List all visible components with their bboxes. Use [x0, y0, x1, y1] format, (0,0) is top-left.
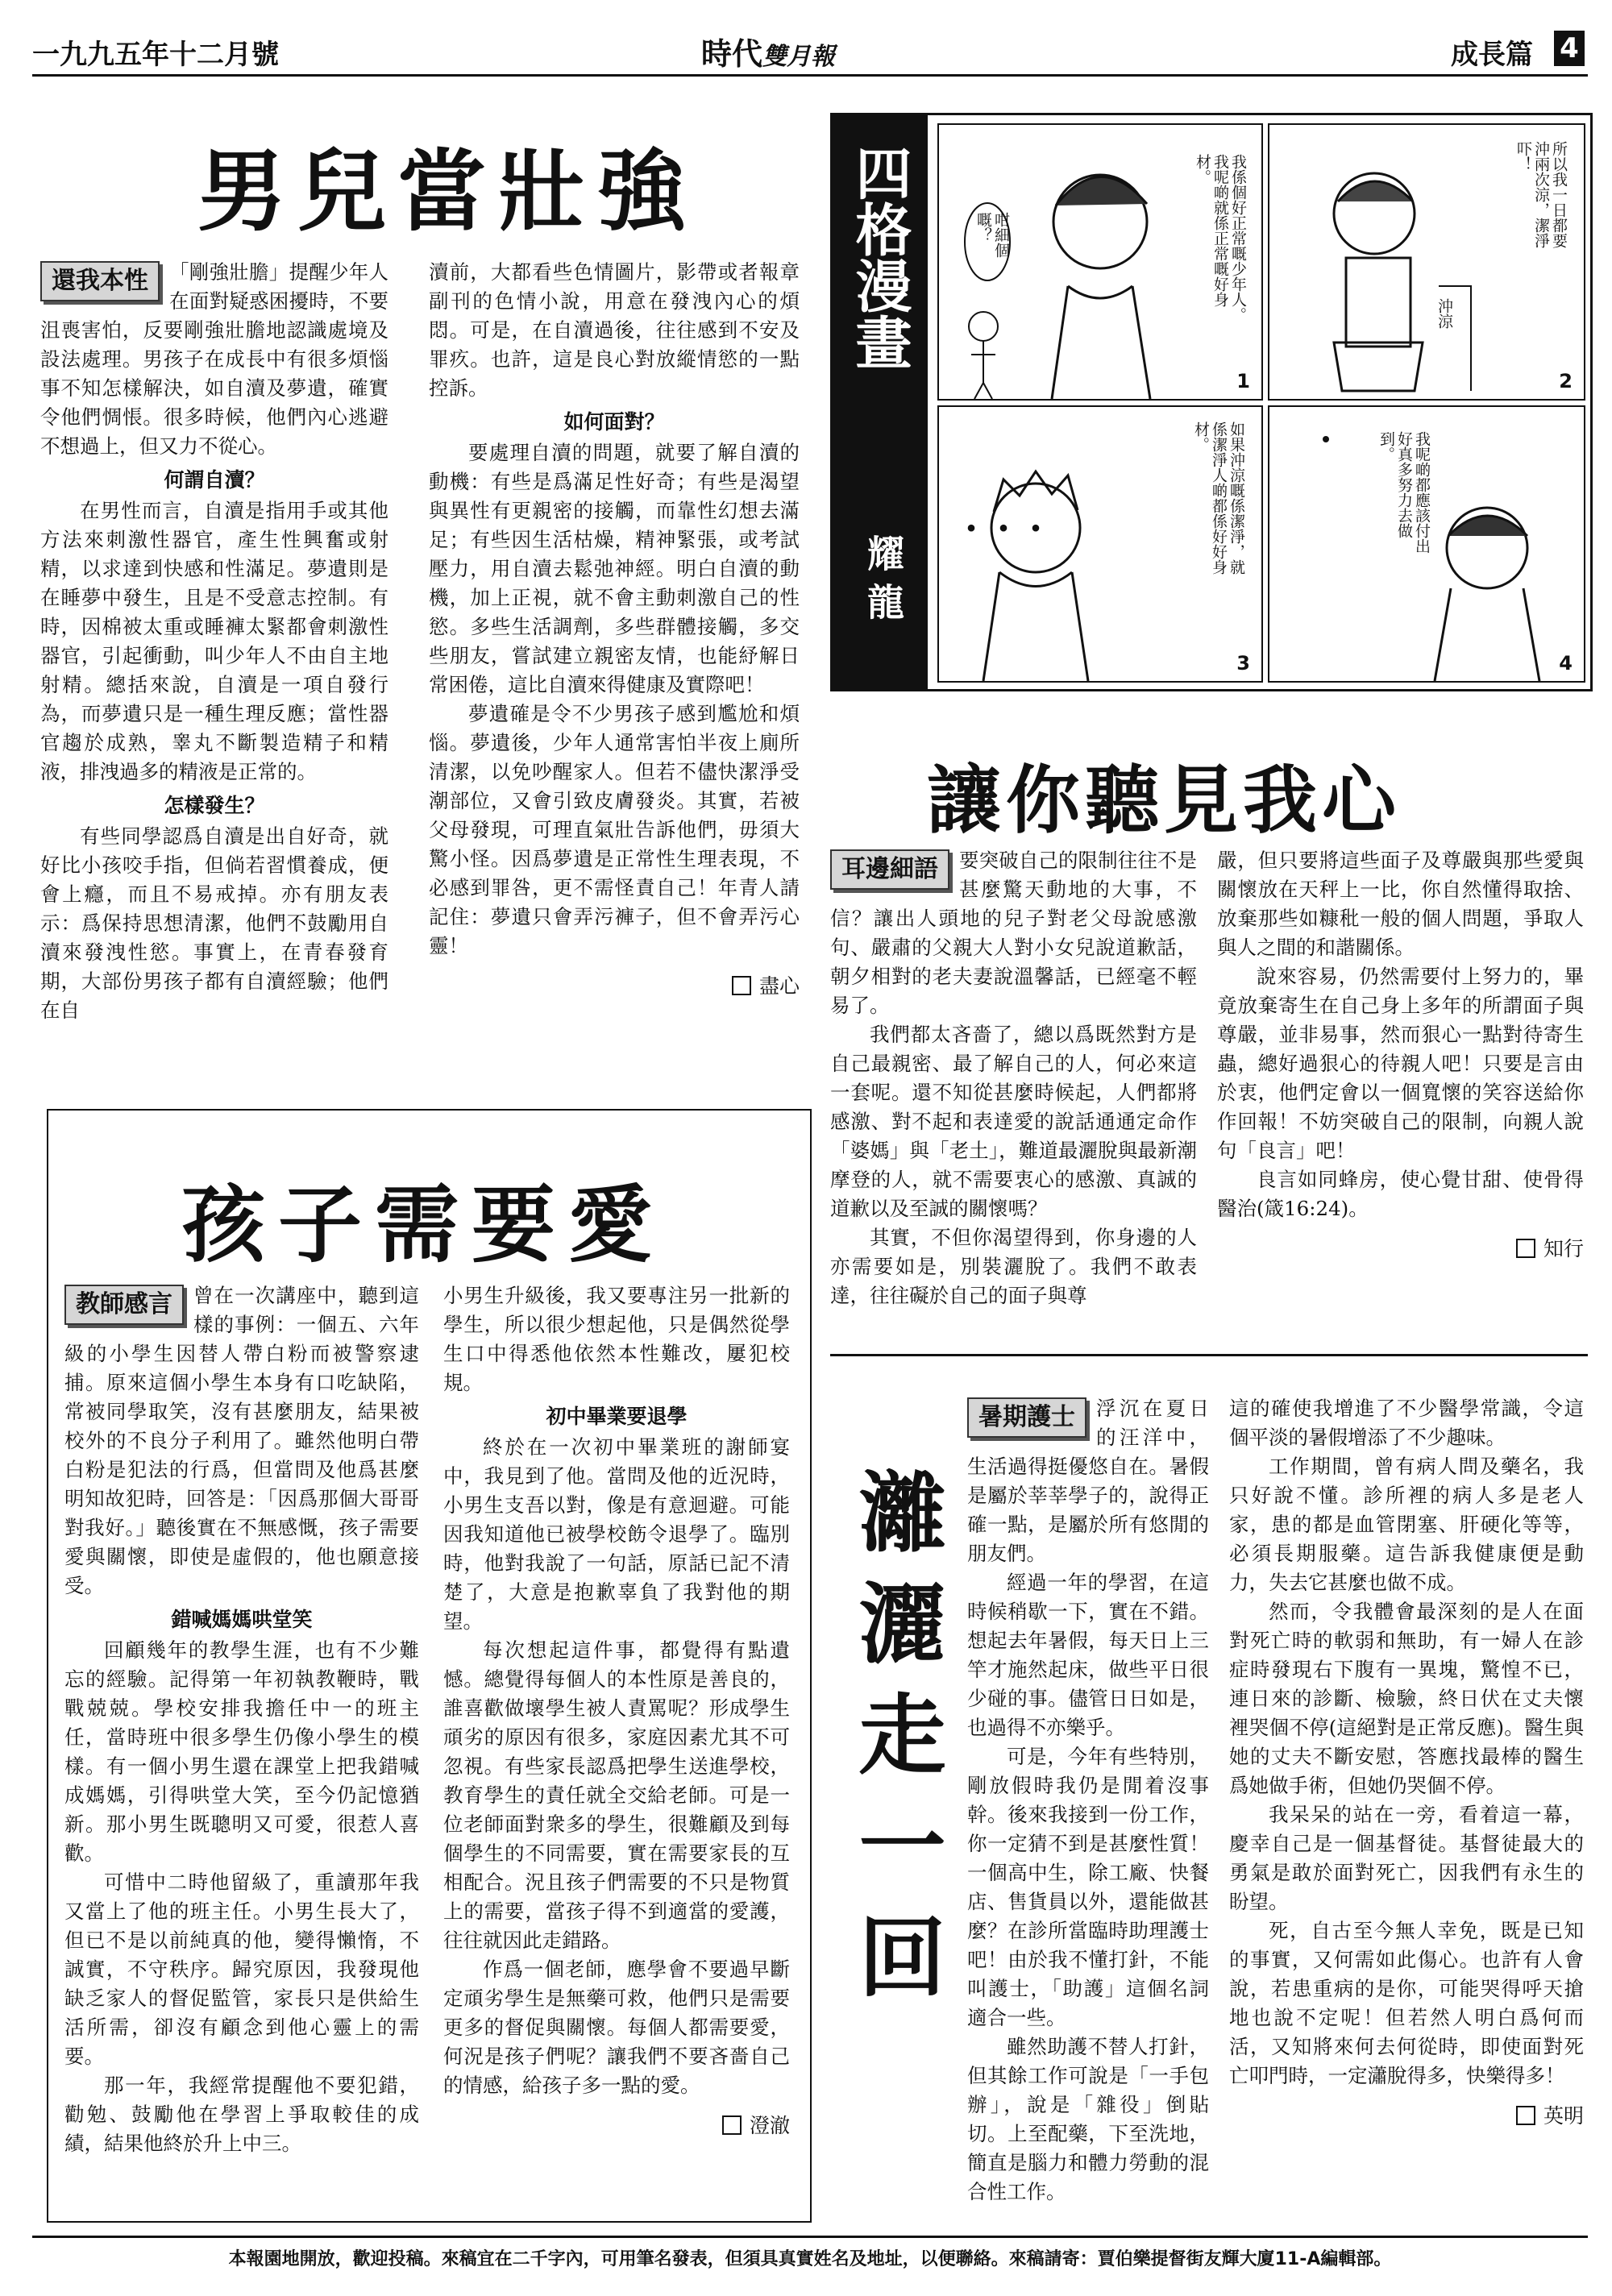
article1-tag: 還我本性	[40, 261, 160, 301]
panel-number: 1	[1236, 370, 1250, 392]
comic-sidebar	[833, 115, 928, 689]
article4-para: 浮沉在夏日的汪洋中，生活過得挺優悠自在。暑假是屬於莘莘學子的，說得正確一點，是屬於所有悠閒的朋友們。	[967, 1397, 1209, 1565]
page-number-badge: 4	[1554, 31, 1585, 66]
article2-signature	[1217, 1235, 1584, 1264]
article1-para: 在男性而言，自瀆是指用手或其他方法來刺激性器官，產生性興奮或射精，以求達到快感和性滿足。夢遺則是在睡夢中發生，且是不受意志控制。有時，因棉被太重或睡褲太緊都會刺激性器官，引起衝動，叫少年人不由自主地射精。總括來說，自瀆是一項自發行為，而夢遺只是一種生理反應；當性器官趨於成熟，睾丸不斷製造精子和精液，排洩過多的精液是正常的。	[40, 499, 388, 783]
article1-column-2	[429, 258, 800, 1001]
article4-column-1	[967, 1394, 1209, 2207]
article3-para: 每次想起這件事，都覺得有點遺憾。總覺得每個人的本性原是善良的，誰喜歡做壞學生被人責罵呢？形成學生頑劣的原因有很多，家庭因素尤其不可忽視。有些家長認爲把學生送進學校，教育學生的責任就全交給老師。可是一位老師面對衆多的學生，很難顧及到每個學生的不同需要，實在需要家長的互相配合。況且孩子們需要的不只是物質上的需要，當孩子得不到適當的愛護，往往就因此走錯路。	[443, 1638, 790, 1952]
article3-tag: 教師感言	[64, 1285, 184, 1325]
article2-column-1	[830, 846, 1197, 1310]
article3-heading-mama: 錯喊媽媽哄堂笑	[171, 1608, 313, 1631]
panel2-caption: 沖涼	[1435, 298, 1453, 329]
masthead-title: 時代	[701, 36, 763, 72]
article4-tag: 暑期護士	[967, 1397, 1086, 1438]
footer-rule	[32, 2236, 1588, 2238]
article2-column-2	[1217, 846, 1584, 1264]
article1-heading-face: 如何面對？	[563, 410, 665, 434]
article1-para: 有些同學認爲自瀆是出自好奇，就好比小孩咬手指，但倘若習慣養成，便會上癮，而且不易戒掉。亦有朋友表示：爲保持思想清潔，他們不鼓勵用自瀆來發洩性慾。事實上，在青春發育期，大部份男孩子都有自瀆經驗；他們在自	[40, 824, 388, 1022]
comic-artist: 耀龍	[862, 534, 905, 631]
article1-heading-how: 怎樣發生？	[164, 794, 265, 817]
article1-para: 瀆前，大都看些色情圖片，影帶或者報章副刊的色情小說，用意在發洩內心的煩悶。可是，在自瀆過後，往往感到不安及罪疚。也許，這是良心對放縱情慾的一點控訴。	[429, 260, 800, 400]
article4-title: 灕灑走一回	[844, 1467, 945, 2023]
article3-author: 澄澈	[749, 2114, 790, 2137]
comic-panel-1	[937, 123, 1263, 401]
article3-para: 那一年，我經常提醒他不要犯錯，勸勉、鼓勵他在學習上爭取較佳的成績，結果他終於升上中三。	[64, 2074, 419, 2155]
comic-panel-2	[1268, 123, 1585, 401]
article2-para: 良言如同蜂房，使心覺甘甜、使骨得醫治(箴16:24)。	[1217, 1168, 1584, 1220]
comic-panel-4	[1268, 405, 1585, 683]
masthead-subtitle: 雙月報	[762, 43, 836, 71]
article2-para: 說來容易，仍然需要付上努力的，畢竟放棄寄生在自己身上多年的所謂面子與尊嚴，並非易事，然而狠心一點對待寄生蟲，總好過狠心的待親人吧！只要是言由於衷，他們定會以一個寬懷的笑容送給你作回報！不妨突破自己的限制，向親人說句「良言」吧！	[1217, 965, 1584, 1162]
article3-para: 可惜中二時他留級了，重讀那年我又當上了他的班主任。小男生長大了，但已不是以前純真的他，變得懶惰，不誠實，不守秩序。歸究原因，我發現他缺乏家人的督促監管，家長只是供給生活所需，卻沒有顧念到他心靈上的需要。	[64, 1870, 419, 2068]
panel3-dots: ・・・	[955, 510, 1052, 548]
article4-para: 經過一年的學習，在這時候稍歇一下，實在不錯。想起去年暑假，每天日上三竿才施然起床，做些平日很少碰的事。儘管日日如是，也過得不亦樂乎。	[967, 1571, 1209, 1739]
article1-column-1	[40, 258, 388, 1025]
header-rule	[32, 74, 1588, 77]
article2-tag: 耳邊細語	[830, 849, 949, 890]
comic-label: 四格漫畫	[846, 144, 912, 370]
article3-title: 孩子需要愛	[181, 1175, 666, 1274]
panel-number: 4	[1559, 652, 1573, 675]
article4-author: 英明	[1543, 2104, 1584, 2128]
panel-number: 3	[1236, 652, 1250, 675]
signature-box-icon	[722, 2115, 742, 2135]
panel4-speech: 我呢啲都應該付出好真多努力去做到。	[1377, 431, 1431, 554]
article1-para: 要處理自瀆的問題，就要了解自瀆的動機：有些是爲滿足性好奇；有些是渴望與異性有更親密的接觸，而靠性幻想去滿足；有些因生活枯燥，精神緊張，或考試壓力，用自瀆去鬆弛神經。明白自瀆的動機，加上正視，就不會主動刺激自己的性慾。多些生活調劑，多些群體接觸，多交些朋友，嘗試建立親密友情，也能紓解日常困倦，這比自瀆來得健康及實際吧！	[429, 441, 800, 696]
article2-para: 要突破自己的限制往往不是甚麼驚天動地的大事，不信？讓出人頭地的兒子對老父母說感激句、嚴肅的父親大人對小女兒說道歉話，朝夕相對的老夫妻說溫馨話，已經毫不輕易了。	[830, 849, 1197, 1017]
article3-column-1	[64, 1281, 419, 2158]
comic-strip	[830, 113, 1593, 691]
article4-para: 雖然助護不替人打針，但其餘工作可說是「一手包辦」，說是「雜役」倒貼切。上至配藥，下至洗地，簡直是腦力和體力勞動的混合性工作。	[967, 2035, 1209, 2203]
article1-author: 盡心	[758, 974, 800, 998]
article3-signature	[443, 2111, 790, 2140]
article2-para: 其實，不但你渴望得到，你身邊的人亦需要如是，別裝灑脫了。我們不敢表達，往往礙於自己的面子與尊	[830, 1226, 1197, 1307]
panel3-speech: 如果沖涼嘅係潔淨，就係潔淨人啲都係好好身材。	[1192, 421, 1245, 575]
article1-heading-what: 何謂自瀆？	[164, 468, 265, 492]
article4-column-2	[1229, 1394, 1584, 2131]
issue-date: 一九九五年十二月號	[32, 39, 279, 71]
article4-para: 這的確使我增進了不少醫學常識，令這個平淡的暑假增添了不少趣味。	[1229, 1397, 1584, 1449]
article2-bottom-rule	[830, 1354, 1588, 1356]
article4-para: 工作期間，曾有病人問及藥名，我只好說不懂。診所裡的病人多是老人家，患的都是血管閉塞、肝硬化等等，必須長期服藥。這告訴我健康便是動力，失去它甚麼也做不成。	[1229, 1455, 1584, 1594]
signature-box-icon	[732, 976, 751, 995]
panel1-man-speech: 我係個好正常嘅少年人。我呢啲就係正常嘅好身材。	[1194, 154, 1247, 322]
article3-para: 作爲一個老師，應學會不要過早斷定頑劣學生是無藥可救，他們只是需要更多的督促與關懷。每個人都需要愛，何況是孩子們呢？讓我們不要吝嗇自己的情感，給孩子多一點的愛。	[443, 1958, 790, 2097]
panel-number: 2	[1559, 370, 1573, 392]
article4-para: 可是，今年有些特別，剛放假時我仍是閒着沒事幹。後來我接到一份工作，你一定猜不到是甚麼性質！一個高中生，除工廠、快餐店、售貨員以外，還能做甚麼？在診所當臨時助理護士吧！由於我不懂打針，不能叫護士，「助護」這個名詞適合一些。	[967, 1745, 1209, 2029]
panel2-speech: 所以我一日都要沖兩次涼，潔淨吓！	[1514, 141, 1568, 248]
signature-box-icon	[1516, 2106, 1535, 2125]
article2-title: 讓你聽見我心	[927, 757, 1402, 844]
article3-para: 曾在一次講座中，聽到這樣的事例：一個五、六年級的小學生因替人帶白粉而被警察逮捕。原來這個小學生本身有口吃缺陷，常被同學取笑，沒有甚麼朋友，結果被校外的不良分子利用了。雖然他明白帶白粉是犯法的行爲，但當問及他爲甚麼明知故犯時，回答是：「因爲那個大哥哥對我好。」聽後實在不無感慨，孩子需要愛與關懷，即使是虛假的，他也願意接受。	[64, 1284, 419, 1597]
article3-heading-grad: 初中畢業要退學	[546, 1405, 688, 1428]
comic-panel-3	[937, 405, 1263, 683]
article1-title: 男兒當壯強	[197, 139, 697, 243]
article1-signature	[429, 972, 800, 1001]
article3-para: 回顧幾年的教學生涯，也有不少難忘的經驗。記得第一年初執教鞭時，戰戰兢兢。學校安排我擔任中一的班主任，當時班中很多學生仍像小學生的模樣。有一個小男生還在課堂上把我錯喊成媽媽，引得哄堂大笑，至今仍記憶猶新。那小男生既聰明又可愛，很惹人喜歡。	[64, 1638, 419, 1865]
panel1-boy-speech: 咁細個嘅？	[974, 212, 1010, 258]
signature-box-icon	[1516, 1239, 1535, 1258]
article1-para: 「剛強壯膽」提醒少年人在面對疑惑困擾時，不要沮喪害怕，反要剛強壯膽地認識處境及設法處理。男孩子在成長中有很多煩惱事不知怎樣解決，如自瀆及夢遺，確實令他們惆悵。很多時候，他們內心逃避不想過上，但又力不從心。	[40, 260, 388, 458]
article4-para: 然而，令我體會最深刻的是人在面對死亡時的軟弱和無助，有一婦人在診症時發現右下腹有一異塊，驚惶不已，連日來的診斷、檢驗，終日伏在丈夫懷裡哭個不停(這絕對是正常反應)。醫生與她的丈夫不斷安慰，答應找最棒的醫生爲她做手術，但她仍哭個不停。	[1229, 1600, 1584, 1797]
masthead	[701, 29, 835, 73]
article3-column-2	[443, 1281, 790, 2140]
article2-para: 我們都太吝嗇了，總以爲既然對方是自己最親密、最了解自己的人，何必來這一套呢。還不知從甚麼時候起，人們都將感激、對不起和表達愛的說話通通定命作「婆媽」與「老土」，難道最灑脫與最新潮摩登的人，就不需要衷心的感激、真誠的道歉以及至誠的關懷嗎？	[830, 1023, 1197, 1220]
article4-para: 死，自古至今無人幸免，既是已知的事實，又何需如此傷心。也許有人會說，若患重病的是你，可能哭得呼天搶地也說不定呢！但若然人明白爲何而活，又知將來何去何從時，即使面對死亡叩門時，一定瀟脫得多，快樂得多！	[1229, 1919, 1584, 2087]
article3-para: 小男生升級後，我又要專注另一批新的學生，所以很少想起他，只是偶然從學生口中得悉他依然本性難改，屢犯校規。	[443, 1284, 790, 1394]
article2-author: 知行	[1543, 1237, 1584, 1260]
article3-para: 終於在一次初中畢業班的謝師宴中，我見到了他。當問及他的近況時，小男生支吾以對，像是有意迴避。可能因我知道他已被學校飭令退學了。臨別時，他對我說了一句話，原話已記不清楚了，大意是抱歉辜負了我對他的期望。	[443, 1435, 790, 1633]
article4-signature	[1229, 2102, 1584, 2131]
article4-para: 我呆呆的站在一旁，看着這一幕，慶幸自己是一個基督徒。基督徒最大的勇氣是敢於面對死亡，因我們有永生的盼望。	[1229, 1803, 1584, 1913]
footer-note: 本報園地開放，歡迎投稿。來稿宜在二千字內，可用筆名發表，但須具真實姓名及地址，以便聯絡。來稿請寄：賈伯樂提督街友輝大廈11-A編輯部。	[228, 2249, 1392, 2269]
section-name: 成長篇	[1451, 39, 1533, 71]
article1-para: 夢遺確是令不少男孩子感到尷尬和煩惱。夢遺後，少年人通常害怕半夜上廁所清潔，以免吵醒家人。但若不儘快潔淨受潮部位，又會引致皮膚發炎。其實，若被父母發現，可理直氣壯告訴他們，毋須大驚小怪。因爲夢遺是正常性生理表現，不必感到罪咎，更不需怪責自己！年青人請記住：夢遺只會弄污褲子，但不會弄污心靈！	[429, 702, 800, 957]
article2-para: 嚴，但只要將這些面子及尊嚴與那些愛與關懷放在天秤上一比，你自然懂得取捨、放棄那些如糠秕一般的個人問題，爭取人與人之間的和諧關係。	[1217, 849, 1584, 959]
